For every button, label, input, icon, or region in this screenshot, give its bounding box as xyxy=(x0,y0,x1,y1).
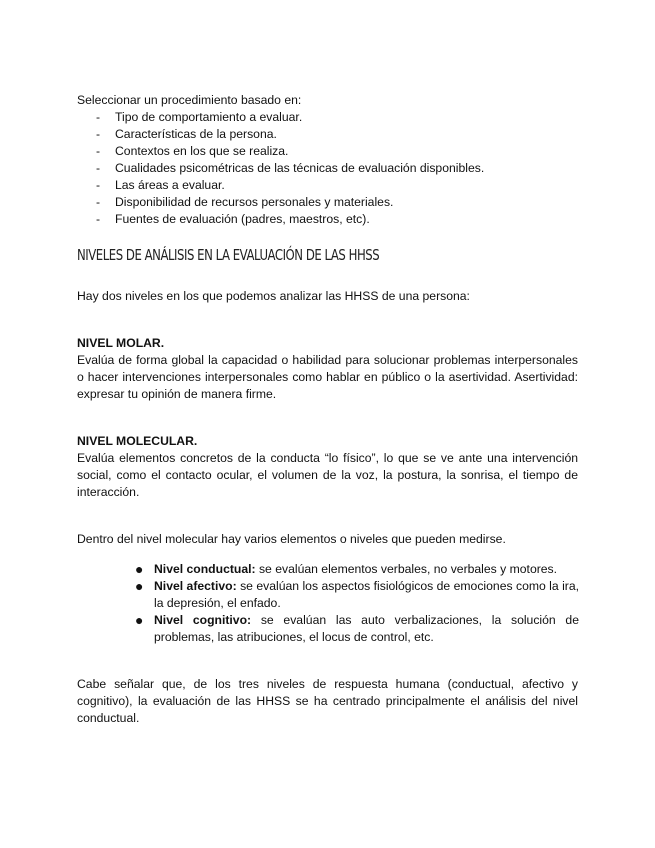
procedure-list xyxy=(77,109,578,228)
list-item xyxy=(77,109,578,126)
molar-title: NIVEL MOLAR. xyxy=(77,336,165,350)
list-item-text: Las áreas a evaluar. xyxy=(115,178,225,192)
procedure-lead: Seleccionar un procedimiento basado en: xyxy=(77,93,302,107)
list-item-text: Cualidades psicométricas de las técnicas de evaluación disponibles. xyxy=(115,161,485,175)
list-item xyxy=(77,177,578,194)
molecular-title: NIVEL MOLECULAR. xyxy=(77,434,198,448)
dash-marker: - xyxy=(96,110,101,124)
level-term: Nivel conductual: xyxy=(154,562,256,576)
dash-marker: - xyxy=(96,212,101,226)
level-term: Nivel cognitivo: xyxy=(154,613,252,627)
molecular-section xyxy=(77,433,578,501)
list-item-text: Fuentes de evaluación (padres, maestros, etc). xyxy=(115,212,370,226)
levels-list xyxy=(135,561,579,646)
section-heading: NIVELES DE ANÁLISIS EN LA EVALUACIÓN DE LAS HHSS xyxy=(77,246,380,264)
list-item xyxy=(77,126,578,143)
molecular-levels-intro: Dentro del nivel molecular hay varios elementos o niveles que pueden medirse. xyxy=(77,532,506,546)
dash-marker: - xyxy=(96,195,101,209)
list-item xyxy=(77,194,578,211)
list-item xyxy=(77,143,578,160)
procedure-intro xyxy=(77,92,578,228)
dash-marker: - xyxy=(96,144,101,158)
list-item xyxy=(135,578,579,612)
dash-marker: - xyxy=(96,178,101,192)
level-description: se evalúan elementos verbales, no verbales y motores. xyxy=(255,562,558,576)
list-item xyxy=(135,561,579,578)
level-term: Nivel afectivo: xyxy=(154,579,237,593)
list-item-text: Disponibilidad de recursos personales y materiales. xyxy=(115,195,394,209)
list-item xyxy=(135,612,579,646)
closing-paragraph: Cabe señalar que, de los tres niveles de respuesta humana (conductual, afectivo y cognitivo), la evaluación de las HHSS se ha centrado principalmente el análisis del nivel conductual. xyxy=(77,677,578,725)
bullet-icon: ● xyxy=(135,578,144,594)
bullet-icon: ● xyxy=(135,612,144,628)
level-description: se evalúan los aspectos fisiológicos de emociones como la ira, la depresión, el enfado. xyxy=(154,579,580,610)
molar-body: Evalúa de forma global la capacidad o habilidad para solucionar problemas interpersonales o hacer intervenciones interpersonales como hablar en público o la asertividad. Asertividad: expresar tu opinión de manera firme. xyxy=(77,353,578,401)
molecular-body: Evalúa elementos concretos de la conducta “lo físico”, lo que se ve ante una intervención social, como el contacto ocular, el volumen de la voz, la postura, la sonrisa, el tiempo de interacción. xyxy=(77,451,578,499)
dash-marker: - xyxy=(96,161,101,175)
dash-marker: - xyxy=(96,127,101,141)
molar-section xyxy=(77,335,578,403)
bullet-icon: ● xyxy=(135,561,144,577)
list-item-text: Características de la persona. xyxy=(115,127,277,141)
list-item xyxy=(77,160,578,177)
list-item-text: Contextos en los que se realiza. xyxy=(115,144,289,158)
list-item xyxy=(77,211,578,228)
level-description: se evalúan las auto verbalizaciones, la solución de problemas, las atribuciones, el locus de control, etc. xyxy=(154,613,579,644)
list-item-text: Tipo de comportamiento a evaluar. xyxy=(115,110,303,124)
section-intro: Hay dos niveles en los que podemos analizar las HHSS de una persona: xyxy=(77,289,470,303)
